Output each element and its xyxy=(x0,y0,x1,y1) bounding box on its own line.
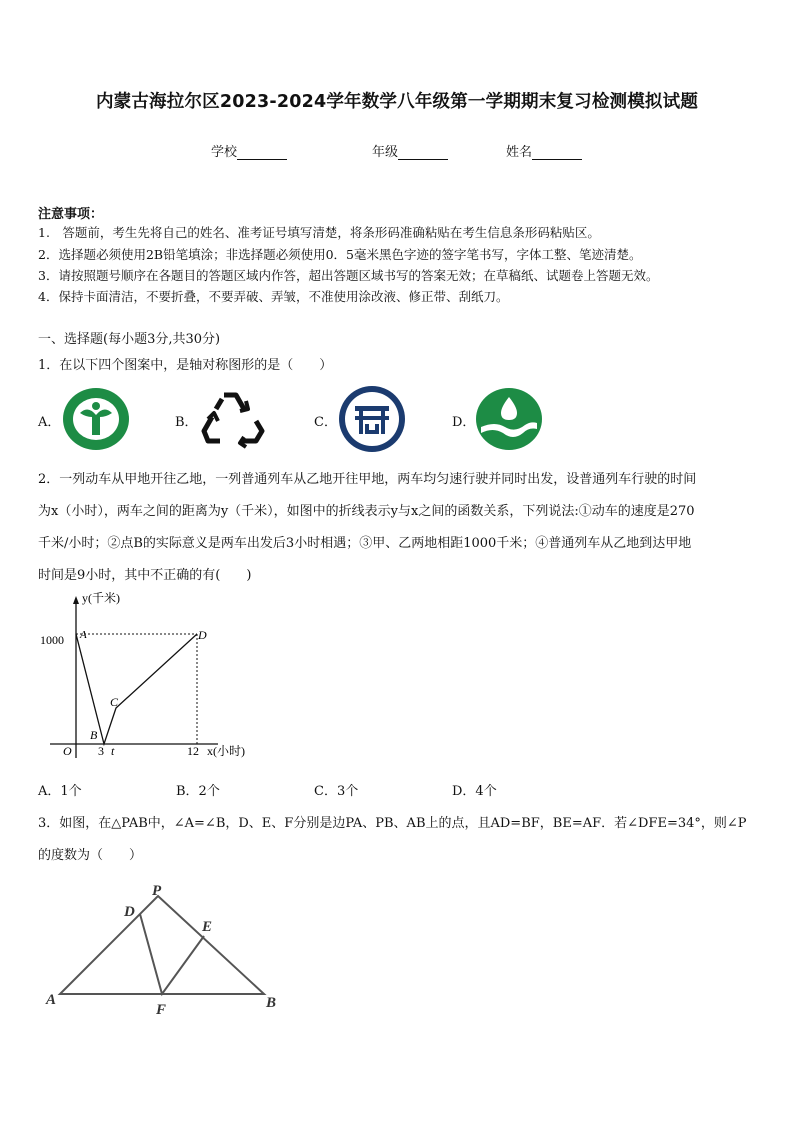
q2-line-1: 2．一列动车从甲地开往乙地，一列普通列车从乙地开往甲地，两车均匀速行驶并同时出发，设普通列车行驶的时间 xyxy=(38,472,697,487)
label-p: P xyxy=(152,883,162,899)
green-food-logo-icon xyxy=(62,387,130,451)
recycling-icon xyxy=(200,387,268,451)
x-tick-t: t xyxy=(111,744,115,758)
label-a: A xyxy=(46,992,57,1008)
notice-item-1: 1. 答题前，考生先将自己的姓名、准考证号填写清楚，将条形码准确粘贴在考生信息条形码粘贴区。 xyxy=(38,225,600,240)
point-c-label: C xyxy=(110,695,119,709)
q2-option-c[interactable]: C．3个 xyxy=(314,784,359,799)
q2-option-b[interactable]: B．2个 xyxy=(176,784,220,799)
x-tick-3: 3 xyxy=(98,744,104,758)
notice-item-2: 2．选择题必须使用2B铅笔填涂；非选择题必须使用0．5毫米黑色字迹的签字笔书写，字体工整、笔迹清楚。 xyxy=(38,247,642,262)
q2-option-a[interactable]: A．1个 xyxy=(38,784,82,799)
notice-item-3: 3．请按照题号顺序在各题目的答题区域内作答，超出答题区域书写的答案无效；在草稿纸、试题卷上答题无效。 xyxy=(38,268,659,283)
q2-option-d[interactable]: D．4个 xyxy=(452,784,497,799)
q1-option-c[interactable]: C． xyxy=(314,415,337,430)
school-label: 学校 xyxy=(211,145,238,160)
q2-line-2: 为x（小时），两车之间的距离为y（千米），如图中的折线表示y与x之间的函数关系，下列说法:①动车的速度是270 xyxy=(38,504,695,519)
q3-line-2: 的度数为（ ） xyxy=(38,848,143,863)
x-axis-label: x(小时) xyxy=(207,744,245,758)
q2-line-4: 时间是9小时，其中不正确的有( ) xyxy=(38,568,252,583)
x-tick-12: 12 xyxy=(187,744,199,758)
q3-triangle-figure xyxy=(38,876,288,1021)
y-tick-1000: 1000 xyxy=(40,633,64,647)
school-field[interactable] xyxy=(211,141,287,160)
point-a-label: A xyxy=(80,629,87,641)
q1-option-d[interactable]: D． xyxy=(452,415,476,430)
q1-option-a[interactable]: A． xyxy=(38,415,61,430)
q2-function-graph xyxy=(36,590,268,765)
notice-item-4: 4．保持卡面清洁，不要折叠，不要弄破、弄皱，不准使用涂改液、修正带、刮纸刀。 xyxy=(38,289,509,304)
triangle-pab xyxy=(60,896,264,994)
y-axis-label: y(千米) xyxy=(82,591,120,605)
section-heading: 一、选择题(每小题3分,共30分) xyxy=(38,332,221,347)
q3-line-1: 3．如图，在△PAB中，∠A=∠B，D、E、F分别是边PA、PB、AB上的点，且AD=BF，BE=AF．若∠DFE=34°，则∠P xyxy=(38,816,747,831)
notice-heading: 注意事项： xyxy=(38,207,104,222)
grade-blank[interactable] xyxy=(398,147,448,160)
label-d: D xyxy=(124,904,135,920)
label-f: F xyxy=(156,1002,167,1018)
school-blank[interactable] xyxy=(237,147,287,160)
circle-emblem-icon xyxy=(337,384,407,454)
name-field[interactable] xyxy=(506,141,582,160)
name-label: 姓名 xyxy=(506,145,533,160)
triangle-dfe-sides xyxy=(140,914,204,994)
q1-stem: 1．在以下四个图案中，是轴对称图形的是（ ） xyxy=(38,358,333,373)
point-b-label: B xyxy=(90,728,98,742)
point-d-label: D xyxy=(198,628,207,642)
water-drop-logo-icon xyxy=(475,387,543,451)
origin-label: O xyxy=(63,744,72,758)
label-e: E xyxy=(202,919,213,935)
grade-field[interactable] xyxy=(372,141,448,160)
label-b: B xyxy=(266,995,277,1011)
q2-line-3: 千米/小时；②点B的实际意义是两车出发后3小时相遇；③甲、乙两地相距1000千米；④普通列车从乙地到达甲地 xyxy=(38,536,692,551)
grade-label: 年级 xyxy=(372,145,399,160)
page-title: 内蒙古海拉尔区2023-2024学年数学八年级第一学期期末复习检测模拟试题 xyxy=(95,92,699,112)
name-blank[interactable] xyxy=(532,147,582,160)
q1-option-b[interactable]: B． xyxy=(175,415,198,430)
